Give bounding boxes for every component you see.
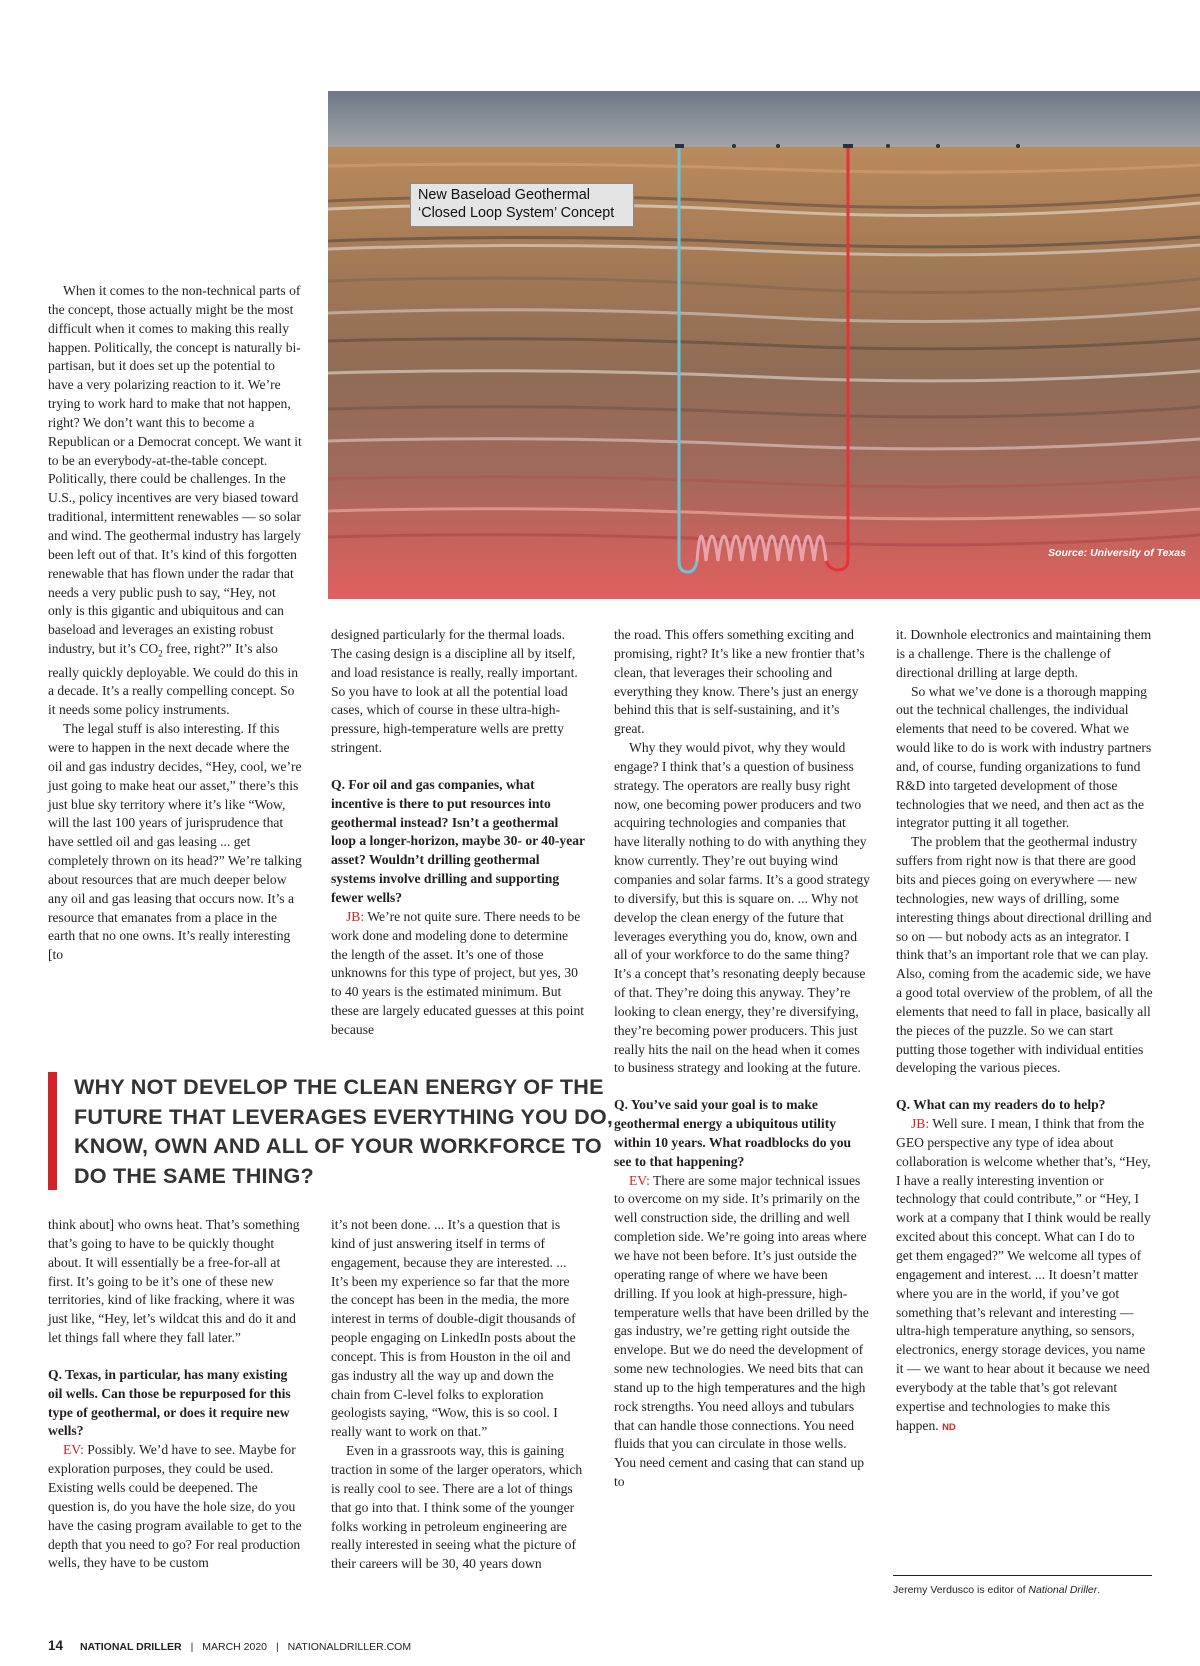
figure-title-line-1: New Baseload Geothermal: [418, 187, 590, 203]
speaker-tag: EV:: [629, 1172, 650, 1188]
body-paragraph: think about] who owns heat. That’s something that’s going to have to be quickly thought about. It will essentially be a free-for-all at first. It’s going to be it’s one of these new territories, kind of like fracking, where it was just like, “Hey, let’s wildcat this and do it and let things fall where they fall later.”: [48, 1217, 300, 1346]
speaker-tag: JB:: [911, 1116, 930, 1132]
column-2-bottom: [331, 1216, 585, 1574]
question: Q. Texas, in particular, has many existing oil wells. Can those be repurposed for this type of geothermal, or does it require new wells?: [48, 1366, 291, 1439]
answer: EV: Possibly. We’d have to see. Maybe for exploration purposes, they could be used. Existing wells could be deepened. The question is, do you have the hole size, do you have the casing program available to get to the depth that you need to go? For real production wells, they have to be custom: [48, 1442, 302, 1571]
figure-source: Source: University of Texas: [1048, 547, 1186, 559]
publication-name: NATIONAL DRILLER: [79, 1641, 182, 1653]
figure-title: [410, 183, 634, 227]
question: Q. What can my readers do to help?: [896, 1097, 1106, 1113]
column-4: [896, 626, 1153, 1437]
body-paragraph: it’s not been done. ... It’s a question that is kind of just answering itself in terms of engagement, because they are interested. ... It’s been my experience so far that the more the concept has been in the media, the more interest in terms of double-digit thousands of people engaging on LinkedIn posts about the concept. This is from Houston in the oil and gas industry all the way up and down the chain from C-level folks to exploration geologists saying, “Wow, this is so cool. I really want to work on that.”: [331, 1217, 576, 1440]
end-mark: ND: [942, 1421, 956, 1433]
body-paragraph: When it comes to the non-technical parts of the concept, those actually might be the most difficult when it comes to making this really happen. Politically, the concept is naturally bi-partisan, but it does set up the potential to have a very polarizing reaction to it. We’re trying to work hard to make that not happen, right? We don’t want this to become a Republican or a Democrat concept. We want it to be an everybody-at-the-table concept. Politically, there could be challenges. In the U.S., policy incentives are very biased toward traditional, intermittent renewables — so solar and wind. The geothermal industry has largely been left out of that. It’s kind of this forgotten renewable that has flown under the radar that needs a very public push to say, “Hey, not only is this gigantic and ubiquitous and can baseload and leverages an existing robust industry, but it’s $CO_2$ free, right?” It’s also really quickly deployable. We could do this in a decade. It’s a really compelling concept. So it needs some policy instruments.: [48, 283, 302, 718]
body-paragraph: the road. This offers something exciting and promising, right? It’s like a new frontier that’s clean, that leverages their schooling and everything they know. There’s just an energy behind this that is self-sustaining, and it’s great.: [614, 627, 865, 737]
column-3: [614, 626, 870, 1492]
geothermal-figure: [328, 91, 1200, 599]
author-byline: Jeremy Verdusco is editor of National Driller.: [893, 1584, 1101, 1596]
body-paragraph: designed particularly for the thermal loads. The casing design is a discipline all by itself, and load resistance is really, really important. So you have to look at all the potential load cases, which of course in these ultra-high-pressure, high-temperature wells are pretty stringent.: [331, 627, 578, 756]
question: Q. You’ve said your goal is to make geothermal energy a ubiquitous utility within 10 years. What roadblocks do you see to that happening?: [614, 1097, 852, 1169]
pull-quote: WHY NOT DEVELOP THE CLEAN ENERGY OF THE FUTURE THAT LEVERAGES EVERYTHING YOU DO, KNOW, OWN AND ALL OF YOUR WORKFORCE TO DO THE SAME THING?: [48, 1072, 634, 1190]
question: Q. For oil and gas companies, what incentive is there to put resources into geothermal instead? Isn’t a geothermal loop a longer-horizon, maybe 30- or 40-year asset? Wouldn’t drilling geothermal systems involve drilling and supporting fewer wells?: [331, 776, 585, 905]
answer: EV: There are some major technical issues to overcome on my side. It’s primarily on the well construction side, the drilling and well completion side. We’re going into areas where we have not been before. It’s just outside the operating range of where we have been drilling. If you look at high-pressure, high-temperature wells that have been drilled by the gas industry, we’re getting right outside the envelope. But we do need the development of some new technologies. We need bits that can stand up to the high temperatures and the high rock strengths. You need alloys and tubulars that can handle those connections. You need fluids that you can circulate in those wells. You need cement and casing that can stand up to: [614, 1172, 869, 1490]
footer-separator: |: [190, 1641, 194, 1653]
column-2-top: [331, 626, 585, 1040]
column-1-top: [48, 282, 302, 965]
body-paragraph: Even in a grassroots way, this is gaining traction in some of the larger operators, which is really cool to see. There are a lot of things that go into that. I think some of the younger folks working in petroleum engineering are really interested in seeing what the picture of their careers will be 30, 40 years down: [331, 1443, 583, 1572]
body-paragraph: The problem that the geothermal industry suffers from right now is that there are good bits and pieces going on everywhere — new technologies, new ways of drilling, some interesting things about directional drilling and so on — but nobody acts as an integrator. I think that’s an important role that we can play. Also, coming from the academic side, we have a good total overview of the problem, of all the elements that need to fall in place, basically all the pieces of the puzzle. So we can start putting those together with individual entities developing the various pieces.: [896, 834, 1153, 1076]
footer-separator: |: [275, 1641, 279, 1653]
speaker-tag: EV:: [63, 1442, 84, 1458]
strata-illustration: [328, 91, 1200, 599]
issue-date: MARCH 2020: [202, 1641, 268, 1653]
speaker-tag: JB:: [346, 908, 365, 924]
column-1-bottom: [48, 1216, 302, 1573]
page-number: 14: [48, 1638, 64, 1653]
body-paragraph: Why they would pivot, why they would engage? I think that’s a question of business strategy. The operators are really busy right now, one becoming power producers and two acquiring technologies and companies that have literally nothing to do with anything they know currently. They’re out buying wind companies and solar farms. It’s a good strategy to diversify, but this is square on. ... Why not develop the clean energy of the future that leverages everything you do, know, own and all of your workforce to do the same thing? It’s a concept that’s resonating deeply because of that. They’re doing this anyway. They’re looking to clean energy, they’re diversifying, they’re becoming power producers. This just really hits the nail on the head when it comes to business strategy and looking at the future.: [614, 740, 870, 1076]
body-paragraph: The legal stuff is also interesting. If this were to happen in the next decade where the oil and gas industry decides, “Hey, cool, we’re just going to make heat our asset,” there’s this just blue sky territory where it’s like “Wow, will the last 100 years of jurisprudence that have settled oil and gas leasing ... get completely thrown on its head?” We’re talking about resources that are much deeper below any oil and gas leasing that occurs now. It’s a resource that emanates from a place in the earth that no one owns. It’s really interesting [to: [48, 721, 302, 963]
body-paragraph: So what we’ve done is a thorough mapping out the technical challenges, the individual elements that need to be covered. What we would like to do is work with industry partners and, of course, funding organizations to fund R&D into targeted development of those technologies that we need, and then act as the integrator putting it all together.: [896, 683, 1152, 831]
answer: JB: We’re not quite sure. There needs to be work done and modeling done to determine the length of the asset. It’s one of those unknowns for this type of project, but yes, 30 to 40 years is the estimated minimum. But these are largely educated guesses at this point because: [331, 908, 585, 1037]
answer: JB: Well sure. I mean, I think that from the GEO perspective any type of idea about collaboration is welcome whether that’s, “Hey, I have a really interesting invention or technology that could contribute,” or “Hey, I work at a company that I think would be really excited about this concept. What can I do to get them engaged?” We welcome all types of engagement and interest. ... It doesn’t matter where you are in the world, if you’ve got something that’s relevant and interesting — ultra-high temperature anything, so sensors, electronics, energy storage devices, you name it — we want to hear about it because we need everybody at the table that’s got relevant expertise and technologies to make this happen. ND: [896, 1116, 1151, 1433]
byline-rule: [893, 1575, 1152, 1576]
page-footer: [48, 1638, 411, 1653]
body-paragraph: it. Downhole electronics and maintaining them is a challenge. There is the challenge of directional drilling at large depth.: [896, 627, 1152, 680]
figure-title-line-2: ‘Closed Loop System’ Concept: [418, 205, 615, 221]
website-link[interactable]: NATIONALDRILLER.COM: [287, 1641, 412, 1653]
